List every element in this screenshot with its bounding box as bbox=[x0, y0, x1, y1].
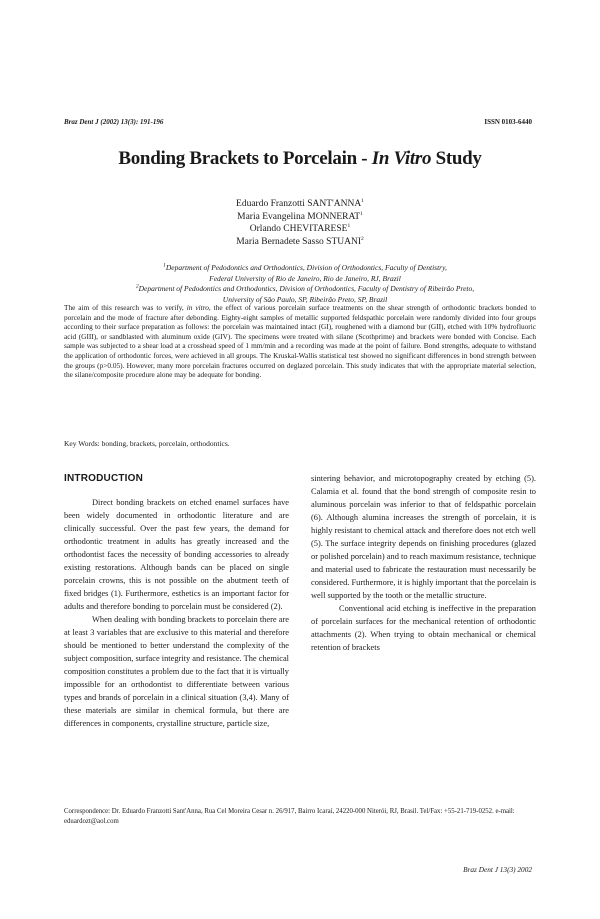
affiliation-2-line1: $^2$Department of Pedodontics and Orthodontics, Division of Orthodontics, Faculty of Dentistry of Ribeirão Preto, bbox=[135, 283, 475, 293]
keywords: Key Words: bonding, brackets, porcelain, orthodontics. bbox=[64, 439, 230, 448]
intro-paragraph-2-continued: sintering behavior, and microtopography created by etching (5). Calamia et al. found that the bond strength of composite resin to aluminous porcelain was inferior to that of feldspathic porcelain (6). Although alumina increases the strength of porcelain, it is highly resistant to chemical attack and therefore does not etch well (5). The surface integrity depends on finishing procedures (glazed or polished porcelain) and to reach maximum resistance, technique and material used to fabricate the restauration must necessarily be considered. Furthermore, it is highly important that the porcelain is well supported by the tooth or the metallic structure. bbox=[311, 474, 536, 600]
affiliation-1-line2: Federal University of Rio de Janeiro, Rio de Janeiro, RJ, Brazil bbox=[209, 273, 401, 283]
author-list bbox=[0, 198, 600, 248]
abstract: The aim of this research was to verify, in vitro, the effect of various porcelain surface treatments on the shear strength of orthodontic brackets bonded to porcelain and the mode of fracture after debonding. Eighty-eight samples of metallic supported feldspathic porcelain were randomly divided into four groups according to their surface preparation as follows: the porcelain was maintained intact (GI), roughened with a diamond bur (GII), etched with 10% hydrofluoric acid (GIII), or sandblasted with aluminum oxide (GIV). The specimens were treated with silane (Scothprime) and brackets were bonded with Concise. Each sample was subjected to a shear load at a crosshead speed of 1 mm/min and a recording was made at the point of failure. Bond strengths, adequate to withstand the application of orthodontic forces, were achieved in all groups. The Kruskal-Wallis statistical test showed no significant differences in bond strength between the groups (p>0.05). However, many more porcelain fractures occurred on deglazed porcelain. This study indicates that with the appropriate material selection, the silane/composite procedure alone may be adequate for bonding. bbox=[64, 303, 536, 380]
body-column-left bbox=[64, 472, 289, 730]
body-column-right bbox=[311, 472, 536, 654]
intro-paragraph-3: Conventional acid etching is ineffective in the preparation of porcelain surfaces for the mechanical retention of orthodontic attachments (2). When trying to obtain mechanical or chemical retention of brackets bbox=[311, 604, 536, 652]
intro-paragraph-1: Direct bonding brackets on etched enamel surfaces have been widely documented in orthodontic literature and are clinically successful. Over the past few years, the demand for orthodontic treatment in adults has greatly increased and the orthodontist faces the necessity of bonding accessories to already existing restorations. Although bands can be placed on single porcelain crowns, this is not possible on the abutment teeth of fixed bridges (1). Furthermore, esthetics is an important factor for adults and therefore bonding to porcelain must be considered (2). bbox=[64, 498, 289, 611]
section-heading-introduction: INTRODUCTION bbox=[64, 473, 144, 484]
author: Maria Evangelina MONNERAT$^1$ bbox=[237, 210, 363, 222]
author: Eduardo Franzotti SANT'ANNA$^1$ bbox=[236, 197, 364, 209]
journal-citation: Braz Dent J (2002) 13(3): 191-196 bbox=[64, 118, 164, 126]
affiliation-1-line1: $^1$Department of Pedodontics and Orthodontics, Division of Orthodontics, Faculty of Dentistry, bbox=[163, 262, 447, 272]
correspondence-note: Correspondence: Dr. Eduardo Franzotti Sant'Anna, Rua Cel Moreira Cesar n. 26/917, Bairro Icaraí, 24220-000 Niterói, RJ, Brasil. Tel/Fax: +55-21-719-0252. e-mail: eduardozt@aol.com bbox=[64, 808, 515, 825]
issn: ISSN 0103-6440 bbox=[484, 118, 532, 126]
footer-citation: Braz Dent J 13(3) 2002 bbox=[463, 865, 532, 874]
author: Maria Bernadete Sasso STUANI$^2$ bbox=[236, 235, 364, 247]
author: Orlando CHEVITARESE$^1$ bbox=[249, 222, 351, 234]
affiliation-2-line2: University of São Paulo, SP, Ribeirão Preto, SP, Brazil bbox=[222, 294, 388, 304]
affiliations bbox=[60, 263, 550, 305]
article-title: Bonding Brackets to Porcelain - In Vitro Study bbox=[118, 148, 482, 169]
intro-paragraph-2: When dealing with bonding brackets to porcelain there are at least 3 variables that are exclusive to this material and therefore should be mentioned to better understand the complexity of the subject composition, surface integrity and resistance. The chemical composition constitutes a problem due to the fact that it is virtually impossible for an orthodontist to differentiate between various types and brands of porcelain in a clinical situation (3,4). Many of these materials are similar in chemical formula, but there are differences in components, crystalline structure, particle size, bbox=[64, 615, 289, 728]
